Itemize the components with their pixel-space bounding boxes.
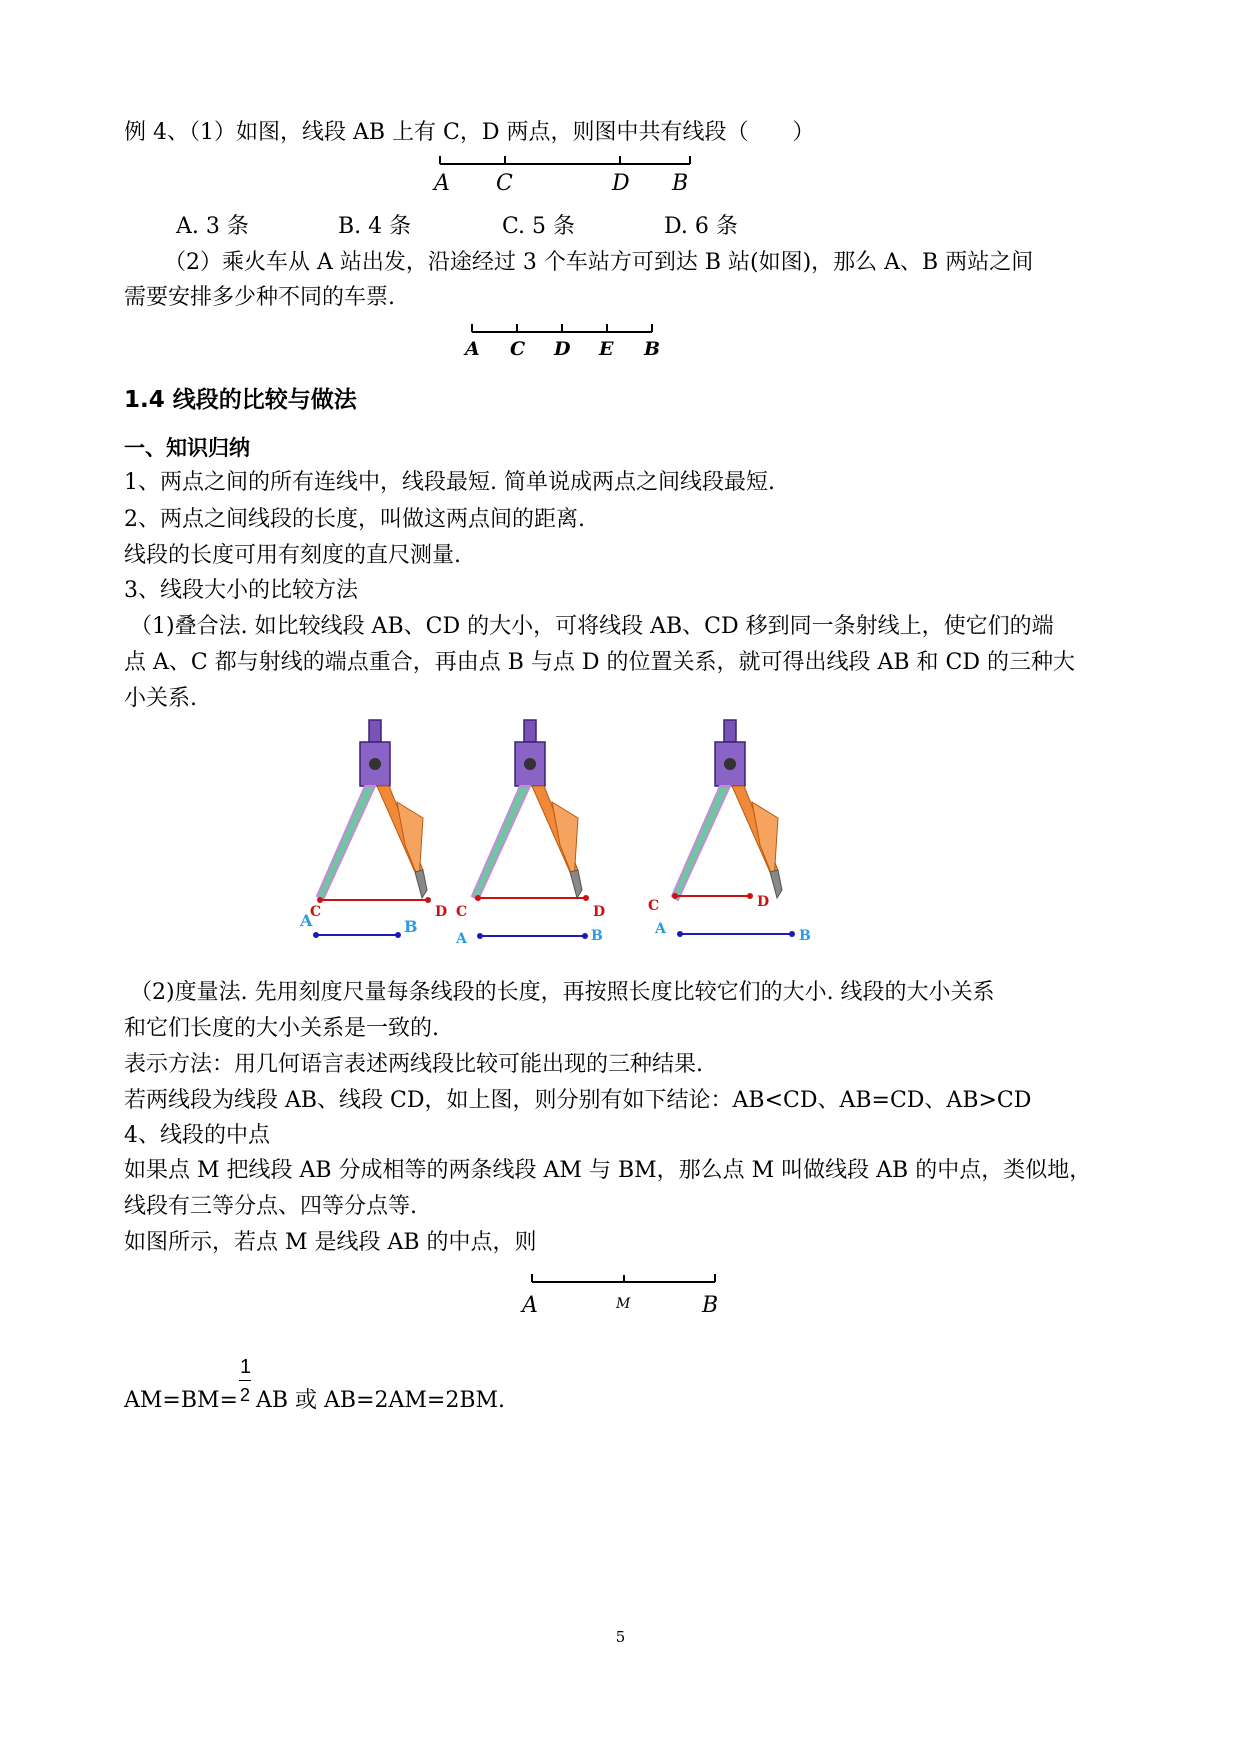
option-a: A. 3 条 [176, 214, 249, 239]
measure-line-2: 和它们长度的大小关系是一致的. [124, 1016, 439, 1041]
knowledge-line-2: 2、两点之间线段的长度，叫做这两点间的距离. [124, 507, 585, 532]
section-subtitle: 一、知识归纳 [124, 436, 250, 460]
option-b: B. 4 条 [338, 214, 412, 239]
label-b-3: B [799, 928, 811, 944]
measure-line-3: 表示方法：用几何语言表述两线段比较可能出现的三种结果. [124, 1052, 703, 1077]
example4-question1: 例 4、（1）如图，线段 AB 上有 C，D 两点，则图中共有线段（ ） [124, 120, 815, 145]
label-c-2: C [456, 904, 468, 920]
example4-question2-line2: 需要安排多少种不同的车票. [124, 285, 395, 310]
fraction-denominator: 2 [239, 1385, 250, 1405]
option-c: C. 5 条 [502, 214, 576, 239]
mid-label-a: A [522, 1293, 538, 1318]
formula-suffix: AB 或 AB=2AM=2BM. [255, 1388, 506, 1413]
point-label-b: B [672, 171, 689, 196]
midpoint-line-2: 线段有三等分点、四等分点等. [124, 1194, 417, 1219]
fraction-numerator: 1 [239, 1356, 252, 1378]
label-d-2: D [593, 904, 606, 920]
label-c-1: C [310, 904, 322, 920]
section-title: 1.4 线段的比较与做法 [124, 387, 357, 413]
measure-line-4: 若两线段为线段 AB、线段 CD，如上图，则分别有如下结论：AB<CD、AB=CD、AB>CD [124, 1088, 1032, 1113]
label-c-3: C [648, 898, 660, 914]
station-label-b: B [644, 338, 661, 360]
page-number: 5 [615, 1628, 626, 1646]
midpoint-figure [520, 1270, 730, 1320]
label-b-1: B [404, 917, 418, 936]
option-d: D. 6 条 [664, 214, 738, 239]
segment-figure-ACDB [430, 150, 700, 200]
label-d-3: D [757, 894, 770, 910]
station-figure [462, 320, 662, 362]
point-label-c: C [496, 171, 513, 196]
midpoint-line-3: 如图所示，若点 M 是线段 AB 的中点，则 [124, 1230, 537, 1255]
midpoint-line-1: 如果点 M 把线段 AB 分成相等的两条线段 AM 与 BM，那么点 M 叫做线段 AB 的中点，类似地， [124, 1158, 1092, 1183]
label-b-2: B [591, 928, 603, 944]
fraction-one-half [238, 1356, 256, 1416]
knowledge-line-5: （1)叠合法. 如比较线段 AB、CD 的大小，可将线段 AB、CD 移到同一条射线上，使它们的端 [130, 614, 1054, 639]
compass-3 [648, 720, 811, 944]
knowledge-line-4: 3、线段大小的比较方法 [124, 578, 358, 603]
knowledge-line-1: 1、两点之间的所有连线中，线段最短. 简单说成两点之间线段最短. [124, 470, 775, 495]
fraction-bar [239, 1380, 251, 1381]
knowledge-line-6: 点 A、C 都与射线的端点重合，再由点 B 与点 D 的位置关系，就可得出线段 AB 和 CD 的三种大 [124, 650, 1075, 675]
label-a-3: A [655, 921, 666, 937]
point-label-a: A [434, 171, 450, 196]
point-label-d: D [612, 171, 630, 196]
compass-comparison-figure [300, 720, 910, 955]
label-a-2: A [456, 931, 467, 947]
mid-label-m: M [616, 1296, 631, 1312]
station-label-d: D [554, 338, 571, 360]
label-d-1: D [435, 904, 448, 920]
mid-label-b: B [702, 1293, 719, 1318]
measure-line-1: （2)度量法. 先用刻度尺量每条线段的长度，再按照长度比较它们的大小. 线段的大小关系 [130, 980, 995, 1005]
formula-prefix: AM=BM= [124, 1388, 238, 1413]
compass-1 [299, 720, 447, 938]
knowledge-line-3: 线段的长度可用有刻度的直尺测量. [124, 543, 461, 568]
station-label-e: E [599, 338, 614, 360]
station-label-a: A [465, 338, 480, 360]
midpoint-heading: 4、线段的中点 [124, 1123, 270, 1148]
compass-2 [455, 720, 605, 947]
station-label-c: C [510, 338, 526, 360]
midpoint-formula [124, 1356, 506, 1416]
label-a-1: A [300, 911, 313, 930]
knowledge-line-7: 小关系. [124, 686, 197, 711]
example4-question2-line1: （2）乘火车从 A 站出发，沿途经过 3 个车站方可到达 B 站(如图)，那么 A、B 两站之间 [164, 250, 1034, 275]
